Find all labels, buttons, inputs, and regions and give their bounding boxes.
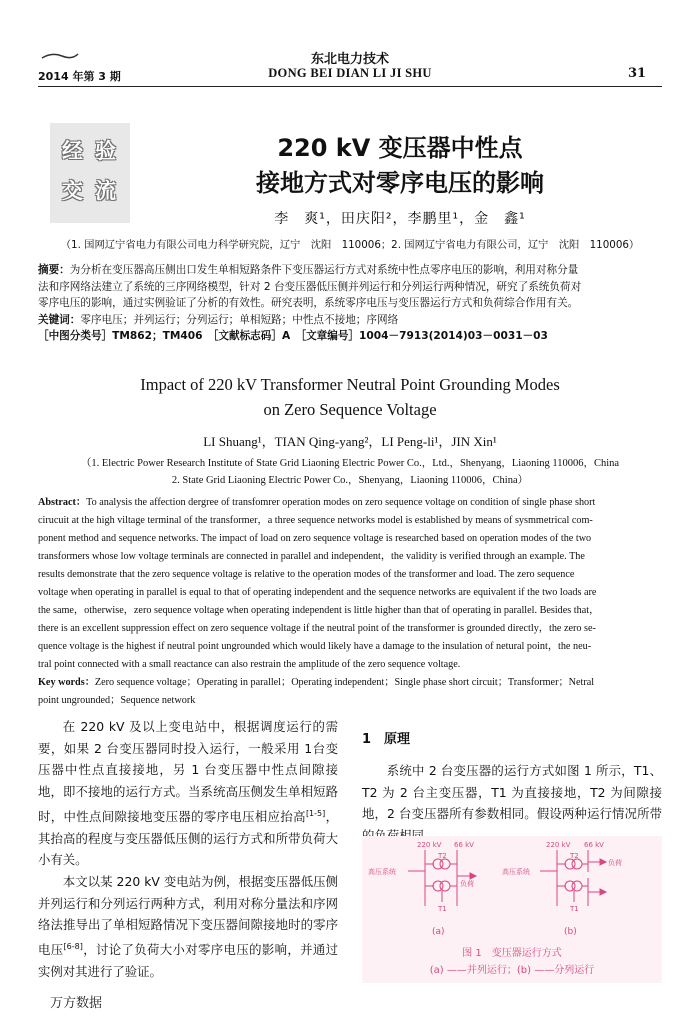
figure-label-t2: T2 [438, 852, 447, 860]
body-left-column [38, 716, 338, 983]
citation[interactable]: [6-8] [63, 942, 83, 952]
abstract-en-line: ponent method and sequence networks. The impact of load on zero sequence voltage is researched based on operation modes of the two [38, 533, 592, 544]
text-line: 法和序网络法推导出了单相短路情况下变压器间隙 [38, 895, 339, 933]
text-line: 压的影响，并通过实例对其进行了验证。 [38, 942, 339, 979]
intro-paragraph-2 [38, 871, 338, 983]
column-tag [50, 123, 130, 223]
figure-label-t1: T1 [438, 905, 447, 913]
abstract-en-line: tral point connected with a small reactance can also restrain the amplitude of the zero sequence voltage. [38, 659, 461, 670]
column-tag-line1: 经验 [62, 139, 128, 163]
text-line: ，其抬高的程度与变压器低压侧的运行 [38, 808, 339, 846]
text-line: 压侧并列运行和分列运行两种方式，利用对称分量 [38, 874, 339, 911]
abstract-en-line: results demonstrate that the zero sequence voltage is relative to the operation modes of the transformer and load. The zero sequence [38, 569, 575, 580]
authors-en: LI Shuang¹，TIAN Qing-yang²，LI Peng-li¹，JIN Xin¹ [203, 434, 497, 449]
figure-label-hv-system: 高压系统 [502, 868, 530, 876]
figure-label-hv-voltage: 220 kV [417, 841, 442, 849]
affiliations-en-line1: （1. Electric Power Research Institute of State Grid Liaoning Electric Power Co.，Ltd.，Shenyang，Liaoning 110006，China [80, 458, 620, 469]
figure-1-caption: 图 1 变压器运行方式 [462, 948, 562, 959]
citation[interactable]: [1-5] [305, 808, 326, 818]
text-line: 隙接地，2 台变压器所有参数相同。假设两种运行 [362, 784, 662, 822]
abstract-en [38, 494, 662, 710]
text-line: 系统中 2 台变压器的运行方式如图 1 所示， [386, 763, 634, 778]
abstract-en-line: cirucuit at the high viltage terminal of the transformer，a three sequence networks model is established by means of sysmmetrical com- [38, 515, 593, 526]
figure-subfig-b: (b) [564, 927, 577, 937]
journal-name: 东北电力技术 [310, 52, 389, 67]
abstract-cn-line3: 零序电压的影响，通过实例验证了分析的有效性。研究表明，系统零序电压与变压器运行方式和负荷综合作用有关。 [38, 297, 579, 309]
keywords-en-line2: point ungrounded；Sequence network [38, 695, 196, 706]
affiliations-cn: （1. 国网辽宁省电力有限公司电力科学研究院，辽宁 沈阳 110006；2. 国网辽宁省电力有限公司，辽宁 沈阳 110006） [60, 239, 640, 251]
abstract-en-line: quence voltage is the highest if neutral point ungrounded which would likely have a damage to the insulation of netural point，the neu- [38, 641, 592, 652]
affiliations-en-line2: 2. State Grid Liaoning Electric Power Co.，Shenyang，Liaoning 110006，China） [171, 475, 529, 486]
abstract-en-line: voltage when operating in parallel is equal to that of operating independent and the sequence networks are equivalent if the two loads are [38, 587, 597, 598]
intro-paragraph-1 [38, 716, 338, 871]
abstract-en-label: Abstract： [38, 497, 87, 508]
title-cn-line1: 220 kV 变压器中性点 [277, 134, 523, 162]
figure-label-load: 负荷 [460, 880, 474, 888]
text-line: 台变压器中性点直接接地，另 1 台变压器中性点间 [38, 740, 339, 778]
authors-cn: 李 爽¹，田庆阳²，李鹏里¹，金 鑫¹ [274, 211, 526, 227]
text-line: 接地时的零序电压 [38, 917, 339, 958]
text-line: 方式和所带负荷大小有关。 [38, 830, 339, 868]
title-en-line2: on Zero Sequence Voltage [263, 400, 437, 419]
abstract-en-line: To analysis the affection dergree of transfomrer operation modes on zero sequence voltage on condition of single phase short [86, 497, 596, 508]
figure-label-t2: T2 [570, 852, 579, 860]
journal-pinyin: DONG BEI DIAN LI JI SHU [268, 66, 432, 80]
text-line: 隙接地，即不接地的运行方式。当系统高压侧发生 [38, 762, 338, 800]
text-line: 单相短路时，中性点间隙接地变压器的零序电压相 [38, 784, 339, 824]
abstract-cn-label: 摘要： [38, 264, 70, 276]
figure-label-t1: T1 [570, 905, 579, 913]
keywords-cn-label: 关键词： [38, 313, 81, 326]
text-line: 应抬高 [267, 808, 306, 824]
text-line: 本文以某 220 kV 变电站为例，根据变压器低 [62, 874, 314, 890]
abstract-en-line: the same，otherwise，zero sequence voltage when operating independent is little higher than that of operating in parallel. Besides that， [38, 605, 600, 616]
text-line: 在 220 kV 及以上变电站中，根据调度运行的 [62, 719, 326, 734]
keywords-cn: 零序电压；并列运行；分列运行；单相短路；中性点不接地；序网络 [80, 313, 399, 326]
keywords-en-label: Key words： [38, 677, 95, 688]
text-line: T1、T2 为 2 台主变压器，T1 为直接接地，T2 为间 [362, 763, 663, 800]
abstract-cn-line1: 为分析在变压器高压侧出口发生单相短路条件下变压器运行方式对系统中性点零序电压的影响，利用对称分量 [69, 264, 579, 276]
body-right-column [362, 760, 662, 847]
section-heading: 1 原理 [362, 732, 411, 747]
column-tag-line2: 交流 [62, 179, 128, 203]
figure-label-load: 负荷 [608, 859, 622, 867]
keywords-en-line1: Zero sequence voltage；Operating in parallel；Operating independent；Single phase short circuit；Transformer；Netral [94, 677, 595, 688]
figure-subfig-a: (a) [432, 927, 445, 937]
figure-label-hv-system: 高压系统 [368, 868, 396, 876]
header-rule [38, 86, 662, 87]
watermark: 万方数据 [50, 996, 103, 1011]
page-number: 31 [628, 66, 647, 81]
issue-label: 2014 年第 3 期 [38, 70, 121, 83]
title-en-line1: Impact of 220 kV Transformer Neutral Point Grounding Modes [140, 375, 560, 394]
section1-paragraph [362, 760, 662, 847]
title-cn-line2: 接地方式对零序电压的影响 [256, 169, 544, 197]
figure-1-subcaption: (a) ——并列运行；(b) ——分列运行 [429, 965, 595, 976]
figure-label-lv-voltage: 66 kV [454, 841, 474, 849]
text-line: 情况所带 [612, 806, 662, 822]
figure-label-hv-voltage: 220 kV [546, 841, 571, 849]
classification-cn: ［中图分类号］TM862；TM406 ［文献标志码］A ［文章编号］1004－7913(2014)03－0031－03 [38, 330, 548, 342]
text-line: ，讨论了负荷大小对零序电 [82, 942, 237, 958]
figure-label-lv-voltage: 66 kV [584, 841, 604, 849]
text-line: 需要，如果 2 台变压器同时投入运行，一般采用 1 [38, 719, 338, 756]
abstract-en-line: there is an excellent suppression effect on zero sequence voltage if the neutral point of the transformer is grounded directly，the zero se- [38, 623, 596, 634]
abstract-en-line: transformers whose low voltage terminals are connected in parallel and independent，the validity is verified through an example. The [38, 551, 585, 562]
abstract-cn-line2: 法和序网络法建立了系统的三序网络模型，针对 2 台变压器低压侧并列运行和分列运行两种情况，研究了系统负荷对 [38, 280, 582, 293]
abstract-cn [38, 262, 662, 345]
